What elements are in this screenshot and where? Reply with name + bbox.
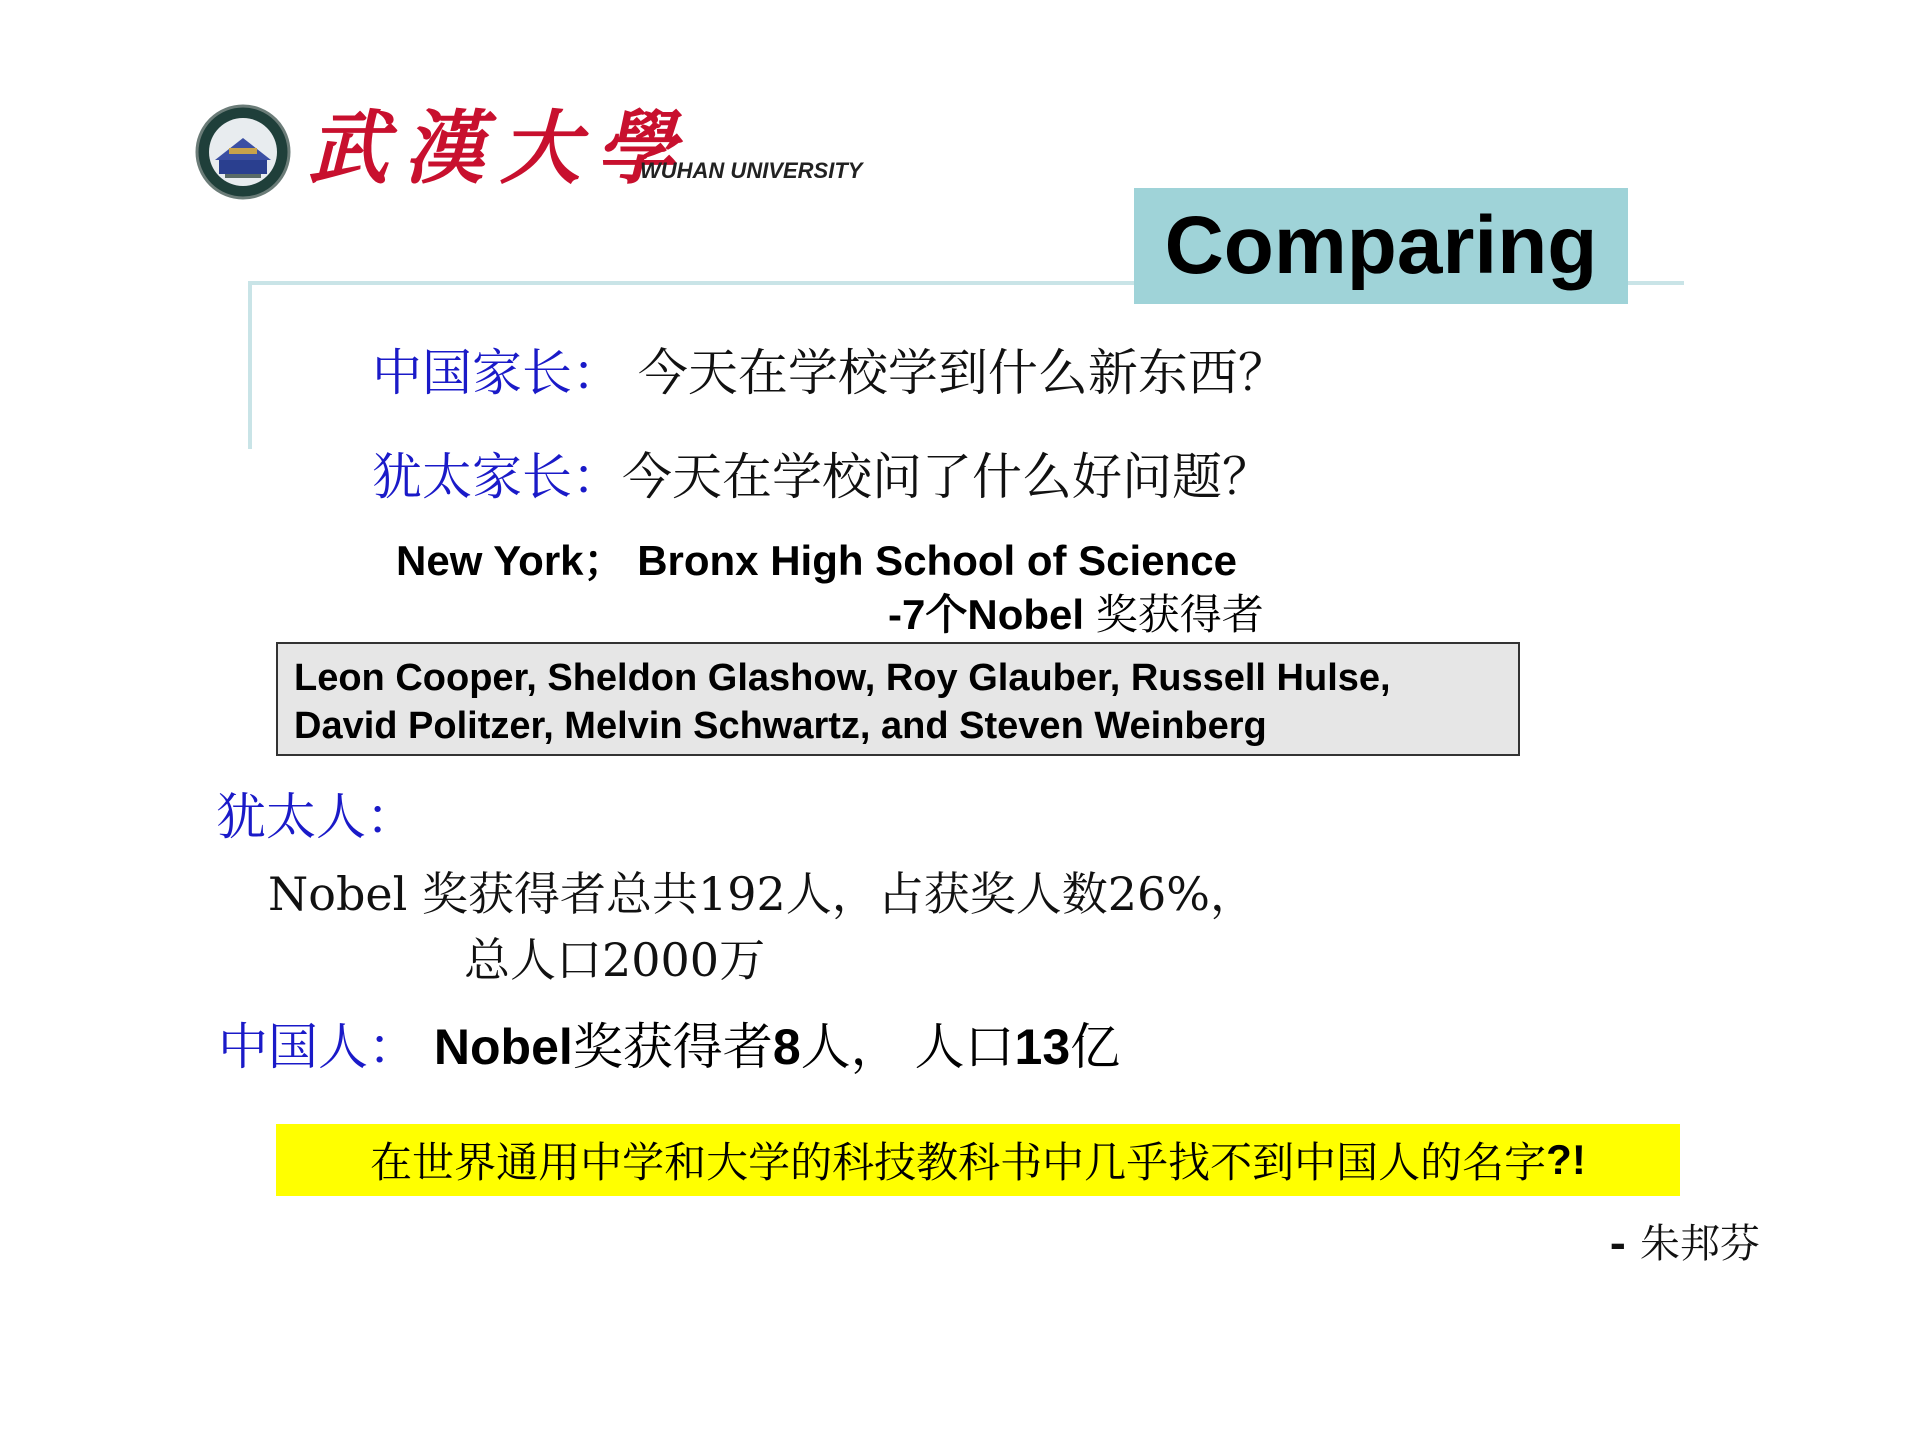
chinese-stats-row [218, 1020, 1120, 1075]
attribution-dash: - [1609, 1220, 1640, 1267]
brand-english-name: WUHAN UNIVERSITY [640, 158, 863, 183]
page-title: Comparing [1164, 200, 1598, 291]
jews-stat-line-1: Nobel 奖获得者总共192人，占获奖人数26%， [268, 867, 1256, 921]
chinese-parents-label: 中国家长： [372, 344, 622, 402]
laureates-line-1: Leon Cooper, Sheldon Glashow, Roy Glauber, Russell Hulse, [294, 657, 1391, 699]
attribution [1609, 1212, 1760, 1269]
chinese-population: 13 [1014, 1019, 1071, 1075]
attribution-name: 朱邦芬 [1640, 1221, 1760, 1267]
nobel-count-suffix: 奖获得者 [1084, 591, 1264, 638]
nobel-count-nobel: Nobel [967, 591, 1085, 638]
laureates-line-2: David Politzer, Melvin Schwartz, and Steven Weinberg [294, 705, 1267, 747]
highlight-banner [276, 1124, 1680, 1196]
chinese-person-text: 人， 人口 [800, 1019, 1015, 1075]
laureates-box [276, 642, 1520, 756]
frame-vertical-line [248, 281, 252, 449]
banner-text: 在世界通用中学和大学的科技教科书中几乎找不到中国人的名字 [370, 1138, 1547, 1187]
nobel-count-prefix: -7个 [888, 591, 968, 638]
brand-chinese-name: 武漢大學 [308, 101, 692, 195]
jews-stat-line-2: 总人口2000万 [464, 933, 766, 987]
jews-label: 犹太人： [216, 788, 416, 846]
chinese-nobel: Nobel [433, 1019, 573, 1075]
chinese-winners-text: 奖获得者 [572, 1019, 773, 1075]
university-seal-icon [195, 104, 291, 200]
school-line: New York； Bronx High School of Science [396, 537, 1237, 584]
chinese-parents-question: 今天在学校学到什么新东西？ [637, 344, 1288, 402]
banner-punct: ?! [1546, 1136, 1586, 1183]
nobel-count-line [888, 582, 1264, 642]
jewish-parents-row [372, 450, 1272, 505]
chinese-population-unit: 亿 [1070, 1019, 1121, 1075]
title-box [1134, 188, 1628, 304]
chinese-stats [434, 1019, 1120, 1075]
jewish-parents-question: 今天在学校问了什么好问题？ [622, 448, 1272, 506]
jewish-parents-label: 犹太家长： [372, 448, 622, 506]
chinese-winners-count: 8 [772, 1019, 801, 1075]
chinese-parents-row [372, 346, 1288, 401]
chinese-label: 中国人： [218, 1018, 418, 1076]
